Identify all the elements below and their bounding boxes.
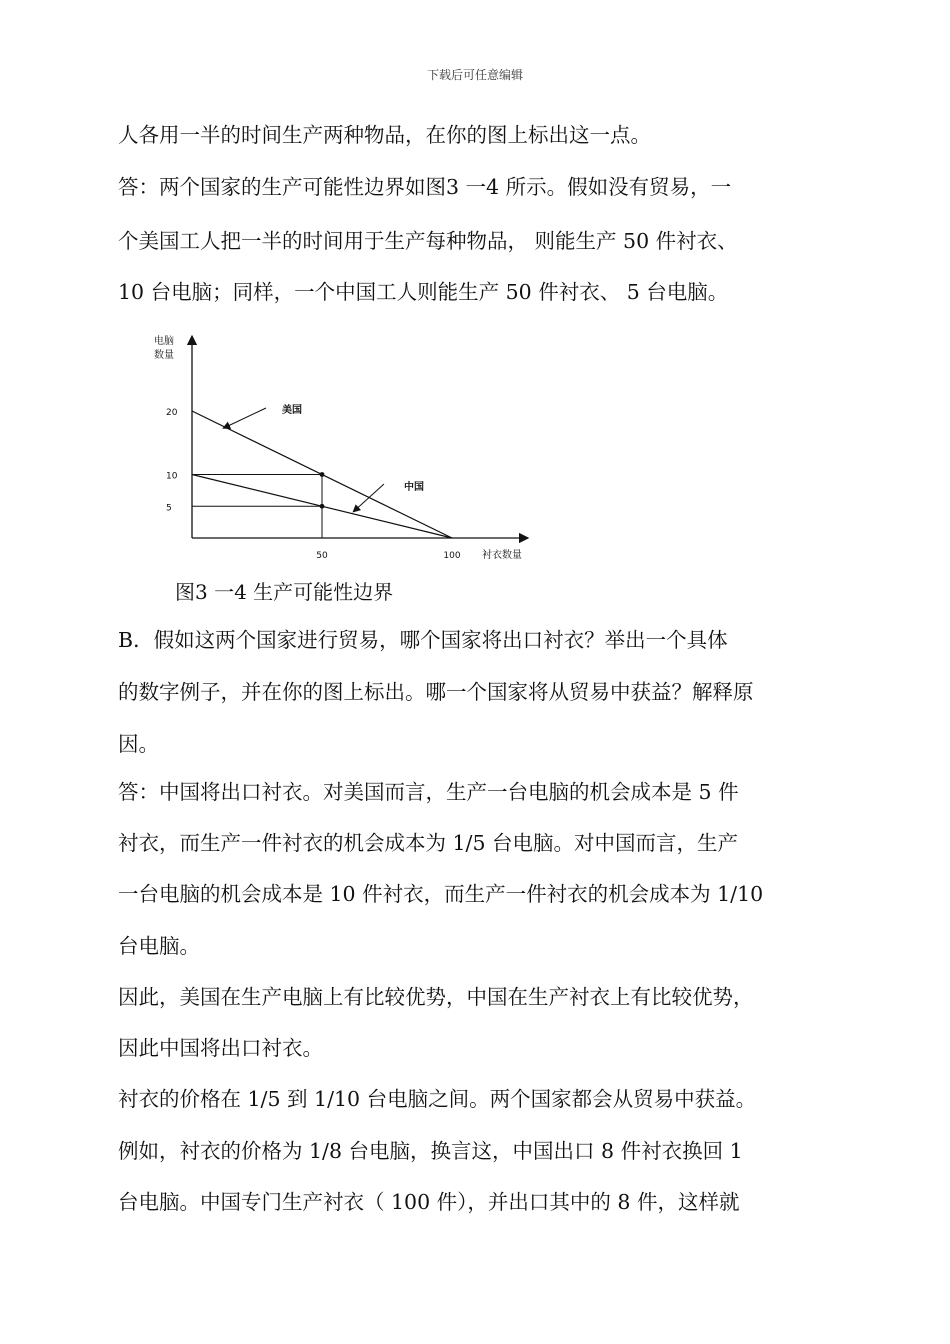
- y-axis-label: 电脑: [154, 336, 174, 347]
- series-label-usa: 美国: [282, 405, 302, 416]
- y-tick-label: 10: [166, 471, 178, 482]
- y-axis-label: 数量: [154, 350, 174, 361]
- x-tick-label: 100: [443, 551, 461, 561]
- text-line: 例如，衬衣的价格为 1/8 台电脑，换言这，中国出口 8 件衬衣换回 1: [118, 1139, 743, 1163]
- series-label-china: 中国: [404, 482, 424, 493]
- text-line: 个美国工人把一半的时间用于生产每种物品， 则能生产 50 件衬衣、: [118, 229, 738, 253]
- figure-caption: 图3 一4 生产可能性边界: [175, 580, 394, 604]
- text-line: 一台电脑的机会成本是 10 件衬衣，而生产一件衬衣的机会成本为 1/10: [118, 882, 764, 906]
- text-line: 台电脑。: [118, 934, 200, 958]
- x-tick-label: 50: [316, 551, 328, 561]
- label-pointer: [223, 408, 266, 428]
- text-line: 人各用一半的时间生产两种物品，在你的图上标出这一点。: [118, 123, 651, 147]
- data-point: [320, 504, 325, 509]
- y-tick-label: 5: [166, 503, 172, 514]
- text-line: 因此中国将出口衬衣。: [118, 1036, 323, 1060]
- ppf-chart: [150, 330, 540, 570]
- text-line: 衬衣的价格在 1/5 到 1/10 台电脑之间。两个国家都会从贸易中获益。: [118, 1087, 757, 1111]
- text-line: B．假如这两个国家进行贸易，哪个国家将出口衬衣？举出一个具体: [118, 628, 728, 652]
- y-tick-label: 20: [166, 408, 178, 418]
- label-pointer: [353, 484, 384, 512]
- text-line: 台电脑。中国专门生产衬衣（ 100 件），并出口其中的 8 件，这样就: [118, 1190, 740, 1214]
- text-line: 10 台电脑；同样，一个中国工人则能生产 50 件衬衣、 5 台电脑。: [118, 280, 729, 304]
- text-line: 因此，美国在生产电脑上有比较优势，中国在生产衬衣上有比较优势，: [118, 985, 754, 1009]
- text-line: 的数字例子，并在你的图上标出。哪一个国家将从贸易中获益？解释原: [118, 680, 754, 704]
- text-line: 衬衣，而生产一件衬衣的机会成本为 1/5 台电脑。对中国而言，生产: [118, 831, 739, 855]
- text-line: 答：两个国家的生产可能性边界如图3 一4 所示。假如没有贸易，一: [118, 175, 732, 199]
- data-point: [320, 472, 325, 477]
- page-header: 下载后可任意编辑: [426, 68, 523, 82]
- text-line: 因。: [118, 732, 159, 756]
- x-axis-label: 衬衣数量: [482, 550, 522, 561]
- text-line: 答：中国将出口衬衣。对美国而言，生产一台电脑的机会成本是 5 件: [118, 780, 739, 804]
